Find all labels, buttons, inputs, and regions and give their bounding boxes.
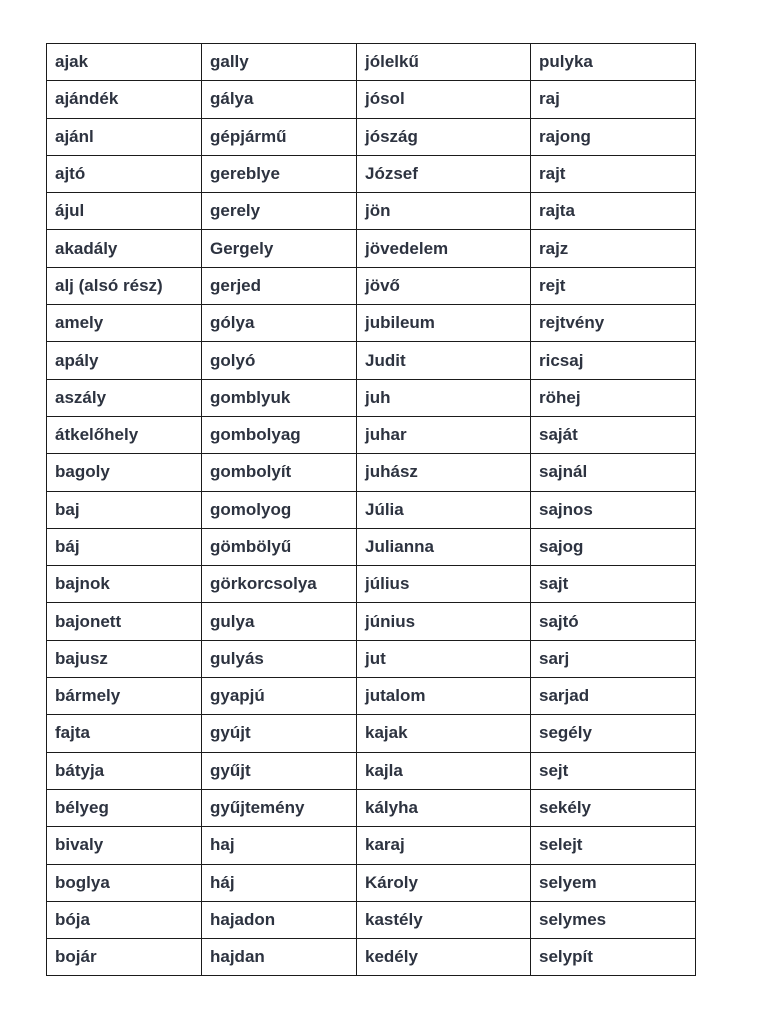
table-cell: gyűjt	[202, 752, 357, 789]
table-cell: rajong	[531, 118, 696, 155]
table-cell: rajta	[531, 193, 696, 230]
table-cell: juhász	[357, 454, 531, 491]
table-cell: sajt	[531, 566, 696, 603]
table-cell: bélyeg	[47, 789, 202, 826]
table-row	[47, 454, 696, 491]
table-row	[47, 230, 696, 267]
table-cell: jövő	[357, 267, 531, 304]
table-row	[47, 44, 696, 81]
table-cell: kastély	[357, 901, 531, 938]
table-cell: haj	[202, 827, 357, 864]
table-cell: jósol	[357, 81, 531, 118]
table-cell: kajak	[357, 715, 531, 752]
table-cell: hajadon	[202, 901, 357, 938]
table-cell: juhar	[357, 416, 531, 453]
table-cell: aszály	[47, 379, 202, 416]
table-cell: sekély	[531, 789, 696, 826]
table-cell: kajla	[357, 752, 531, 789]
word-table	[46, 43, 696, 976]
table-row	[47, 715, 696, 752]
table-cell: hajdan	[202, 939, 357, 976]
table-cell: jubileum	[357, 305, 531, 342]
table-row	[47, 267, 696, 304]
table-row	[47, 789, 696, 826]
table-row	[47, 81, 696, 118]
table-cell: golyó	[202, 342, 357, 379]
table-cell: gálya	[202, 81, 357, 118]
table-cell: ajtó	[47, 155, 202, 192]
table-cell: gyűjtemény	[202, 789, 357, 826]
table-row	[47, 305, 696, 342]
table-cell: saját	[531, 416, 696, 453]
table-cell: gépjármű	[202, 118, 357, 155]
table-row	[47, 379, 696, 416]
table-cell: bivaly	[47, 827, 202, 864]
table-cell: apály	[47, 342, 202, 379]
table-cell: gerjed	[202, 267, 357, 304]
table-cell: kedély	[357, 939, 531, 976]
table-cell: ajándék	[47, 81, 202, 118]
table-cell: háj	[202, 864, 357, 901]
table-cell: rajz	[531, 230, 696, 267]
table-cell: sarj	[531, 640, 696, 677]
table-cell: gally	[202, 44, 357, 81]
table-cell: amely	[47, 305, 202, 342]
table-cell: ajak	[47, 44, 202, 81]
table-cell: röhej	[531, 379, 696, 416]
table-cell: baj	[47, 491, 202, 528]
table-cell: gerely	[202, 193, 357, 230]
table-cell: bagoly	[47, 454, 202, 491]
table-cell: gombolyít	[202, 454, 357, 491]
table-cell: bátyja	[47, 752, 202, 789]
table-cell: alj (alsó rész)	[47, 267, 202, 304]
table-row	[47, 491, 696, 528]
table-cell: jut	[357, 640, 531, 677]
table-cell: selypít	[531, 939, 696, 976]
table-cell: jutalom	[357, 678, 531, 715]
table-cell: fajta	[47, 715, 202, 752]
table-cell: ricsaj	[531, 342, 696, 379]
table-cell: bója	[47, 901, 202, 938]
table-cell: akadály	[47, 230, 202, 267]
table-cell: sejt	[531, 752, 696, 789]
table-row	[47, 603, 696, 640]
table-cell: jön	[357, 193, 531, 230]
table-cell: kályha	[357, 789, 531, 826]
table-cell: jövedelem	[357, 230, 531, 267]
table-cell: Károly	[357, 864, 531, 901]
table-row	[47, 678, 696, 715]
table-cell: Julianna	[357, 528, 531, 565]
table-cell: sajtó	[531, 603, 696, 640]
table-cell: selejt	[531, 827, 696, 864]
table-cell: Júlia	[357, 491, 531, 528]
table-cell: átkelőhely	[47, 416, 202, 453]
table-cell: ájul	[47, 193, 202, 230]
table-cell: Judit	[357, 342, 531, 379]
table-row	[47, 416, 696, 453]
table-cell: raj	[531, 81, 696, 118]
table-cell: sajnál	[531, 454, 696, 491]
table-cell: gombolyag	[202, 416, 357, 453]
word-table-body	[47, 44, 696, 976]
table-cell: gomblyuk	[202, 379, 357, 416]
table-cell: ajánl	[47, 118, 202, 155]
table-cell: sajnos	[531, 491, 696, 528]
table-cell: gulya	[202, 603, 357, 640]
table-row	[47, 193, 696, 230]
table-cell: selymes	[531, 901, 696, 938]
table-row	[47, 640, 696, 677]
table-cell: József	[357, 155, 531, 192]
table-cell: bármely	[47, 678, 202, 715]
table-cell: báj	[47, 528, 202, 565]
table-cell: görkorcsolya	[202, 566, 357, 603]
table-cell: gereblye	[202, 155, 357, 192]
table-row	[47, 864, 696, 901]
table-cell: sarjad	[531, 678, 696, 715]
table-row	[47, 342, 696, 379]
table-row	[47, 155, 696, 192]
table-row	[47, 752, 696, 789]
table-cell: karaj	[357, 827, 531, 864]
table-cell: gyújt	[202, 715, 357, 752]
table-cell: bajnok	[47, 566, 202, 603]
table-row	[47, 939, 696, 976]
table-cell: bojár	[47, 939, 202, 976]
table-cell: selyem	[531, 864, 696, 901]
table-cell: pulyka	[531, 44, 696, 81]
table-cell: bajusz	[47, 640, 202, 677]
table-cell: Gergely	[202, 230, 357, 267]
table-cell: július	[357, 566, 531, 603]
table-cell: rejtvény	[531, 305, 696, 342]
table-row	[47, 528, 696, 565]
table-cell: gömbölyű	[202, 528, 357, 565]
table-row	[47, 118, 696, 155]
table-cell: jószág	[357, 118, 531, 155]
table-cell: gólya	[202, 305, 357, 342]
table-cell: jólelkű	[357, 44, 531, 81]
table-cell: június	[357, 603, 531, 640]
table-cell: segély	[531, 715, 696, 752]
table-row	[47, 827, 696, 864]
table-cell: bajonett	[47, 603, 202, 640]
table-cell: gyapjú	[202, 678, 357, 715]
table-cell: rejt	[531, 267, 696, 304]
table-cell: rajt	[531, 155, 696, 192]
table-cell: sajog	[531, 528, 696, 565]
table-cell: juh	[357, 379, 531, 416]
table-row	[47, 901, 696, 938]
table-cell: gulyás	[202, 640, 357, 677]
table-cell: gomolyog	[202, 491, 357, 528]
table-row	[47, 566, 696, 603]
table-cell: boglya	[47, 864, 202, 901]
